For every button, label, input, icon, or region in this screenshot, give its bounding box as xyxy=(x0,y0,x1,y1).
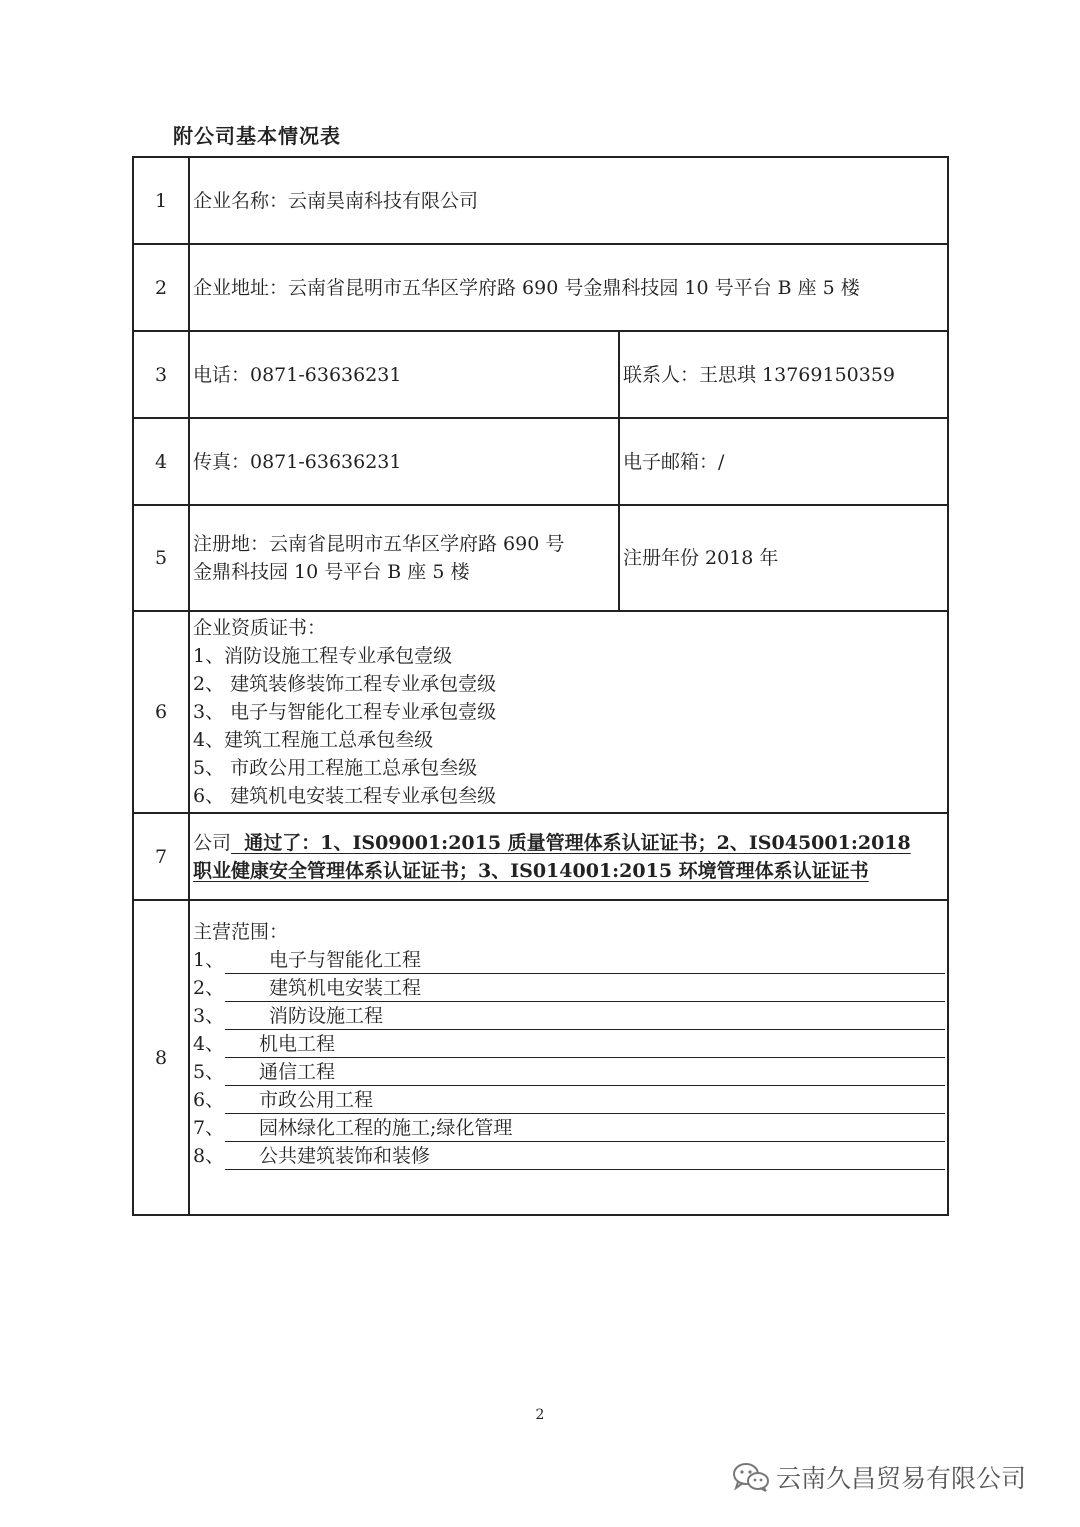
list-item: 4、 机电工程 xyxy=(193,1030,947,1058)
row-number: 7 xyxy=(133,813,189,900)
cert-line: 职业健康安全管理体系认证证书；3、IS014001:2015 环境管理体系认证证书 xyxy=(193,859,869,882)
row-number: 5 xyxy=(133,505,189,611)
list-item: 5、 市政公用工程施工总承包叁级 xyxy=(193,757,478,779)
list-item: 7、 园林绿化工程的施工;绿化管理 xyxy=(193,1114,947,1142)
row-number: 4 xyxy=(133,418,189,505)
table-row xyxy=(133,611,948,813)
iso-certifications xyxy=(189,813,948,900)
list-item: 4、建筑工程施工总承包叁级 xyxy=(193,729,434,751)
company-name: 企业名称：云南昊南科技有限公司 xyxy=(189,157,948,244)
list-item: 2、 建筑机电安装工程 xyxy=(193,974,947,1002)
phone: 电话：0871-63636231 xyxy=(189,331,619,418)
watermark-text: 云南久昌贸易有限公司 xyxy=(776,1464,1027,1493)
table-row xyxy=(133,900,948,1215)
registered-address-line: 金鼎科技园 10 号平台 B 座 5 楼 xyxy=(193,561,470,583)
cert-line: 通过了：1、IS09001:2015 质量管理体系认证证书；2、IS045001:2018 xyxy=(231,831,911,854)
email: 电子邮箱：/ xyxy=(619,418,948,505)
row-number: 1 xyxy=(133,157,189,244)
list-item: 5、 通信工程 xyxy=(193,1058,947,1086)
list-item: 1、 电子与智能化工程 xyxy=(193,946,947,974)
page-number: 2 xyxy=(535,1407,545,1423)
table-row xyxy=(133,157,948,244)
registration-year: 注册年份 2018 年 xyxy=(619,505,948,611)
company-address: 企业地址：云南省昆明市五华区学府路 690 号金鼎科技园 10 号平台 B 座 5 楼 xyxy=(189,244,948,331)
list-item: 3、 消防设施工程 xyxy=(193,1002,947,1030)
registered-address xyxy=(189,505,619,611)
contact-person: 联系人：王思琪 13769150359 xyxy=(619,331,948,418)
table-row xyxy=(133,244,948,331)
registered-address-line: 注册地：云南省昆明市五华区学府路 690 号 xyxy=(193,533,565,555)
list-item: 6、 建筑机电安装工程专业承包叁级 xyxy=(193,785,497,807)
list-item: 1、消防设施工程专业承包壹级 xyxy=(193,645,453,667)
scope-heading: 主营范围： xyxy=(193,920,289,943)
fax: 传真：0871-63636231 xyxy=(189,418,619,505)
wechat-icon xyxy=(732,1462,770,1492)
business-scope xyxy=(189,900,948,1215)
list-item: 8、 公共建筑装饰和装修 xyxy=(193,1142,947,1170)
table-row xyxy=(133,505,948,611)
row-number: 2 xyxy=(133,244,189,331)
qualification-heading: 企业资质证书： xyxy=(193,617,327,639)
table-row xyxy=(133,418,948,505)
page-title: 附公司基本情况表 xyxy=(173,124,341,148)
table-row xyxy=(133,813,948,900)
row-number: 3 xyxy=(133,331,189,418)
cert-prefix: 公司 xyxy=(193,831,232,854)
list-item: 3、 电子与智能化工程专业承包壹级 xyxy=(193,701,497,723)
list-item: 6、 市政公用工程 xyxy=(193,1086,947,1114)
row-number: 6 xyxy=(133,611,189,813)
watermark xyxy=(732,1459,1026,1495)
list-item: 2、 建筑装修装饰工程专业承包壹级 xyxy=(193,673,497,695)
table-row xyxy=(133,331,948,418)
qualification-certificates xyxy=(189,611,948,813)
row-number: 8 xyxy=(133,900,189,1215)
company-info-table xyxy=(132,156,949,1216)
